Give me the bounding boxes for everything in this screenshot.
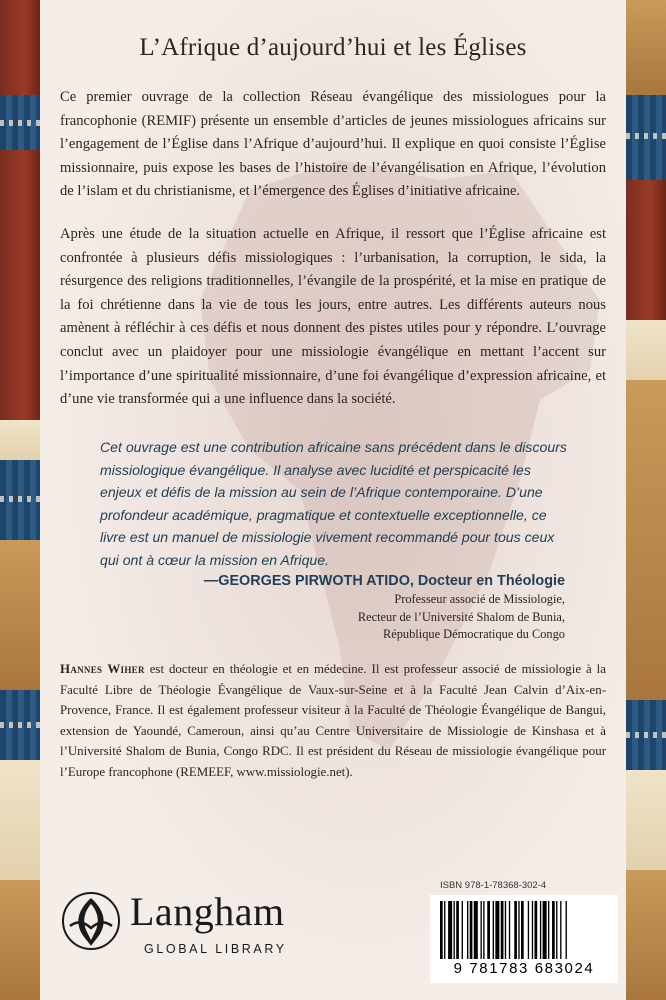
author-bio — [60, 659, 606, 783]
barcode-bar — [501, 901, 504, 959]
barcode-bar — [454, 901, 455, 959]
barcode-bar — [552, 901, 555, 959]
barcode-bar — [462, 901, 463, 959]
endorser-role-1: Professeur associé de Missiologie, — [394, 592, 565, 606]
barcode-bar — [532, 901, 533, 959]
barcode-bar — [514, 901, 517, 959]
endorser-name: —GEORGES PIRWOTH ATIDO, Docteur en Théologie — [203, 573, 565, 589]
langham-emblem-icon — [60, 890, 122, 952]
right-textile-border — [626, 0, 666, 1000]
barcode-bar — [556, 901, 557, 959]
barcode-bar — [483, 901, 484, 959]
endorser-role-2: Recteur de l’Université Shalom de Bunia, — [357, 609, 565, 624]
barcode-bar — [493, 901, 494, 959]
barcode-bar — [481, 901, 482, 959]
barcode-bar — [470, 901, 473, 959]
description-paragraph-1: Ce premier ouvrage de la collection Réseau évangélique des missiologues pour la francophonie (REMIF) présente un ensemble d’articles de jeunes missiologues africains sur l’engagement de l’Église dans l’Afrique d’aujourd’hui. Il explique en quoi consiste l’Église missionnaire, puis expose les bases de l’histoire de l’évangélisation en Afrique, l’évolution de l’islam et du christianisme, et l’émergence des Églises d’initiative africaine. — [60, 89, 606, 200]
isbn-barcode — [430, 895, 618, 983]
cover-title: L’Afrique d’aujourd’hui et les Églises — [139, 34, 527, 61]
barcode-bar — [505, 901, 506, 959]
barcode-bar — [521, 901, 524, 959]
publisher-subtitle: GLOBAL LIBRARY — [144, 942, 287, 956]
barcode-bar — [448, 901, 452, 959]
barcode-bar — [560, 901, 561, 959]
endorser-role-3: République Démocratique du Congo — [382, 627, 565, 642]
publisher-name: Langham — [130, 889, 285, 934]
barcode-bar — [467, 901, 468, 959]
author-name: Hannes Wiher — [60, 662, 145, 676]
barcode-bar — [474, 901, 478, 959]
left-textile-border — [0, 0, 40, 1000]
description-paragraph-2: Après une étude de la situation actuelle en Afrique, il ressort que l’Église africaine est confrontée à plusieurs défis missiologiques : l’urbanisation, la corruption, le sida, la résurgence des religions traditionnelles, l’évangile de la prospérité, et la mise en pratique de la foi chrétienne dans la vie de tous les jours, entre autres. Les différents auteurs nous amènent à réfléchir à ces défis et nous donnent des pistes utiles pour y répondre. L’ouvrage conclut avec un plaidoyer pour une missiologie évangélique en mettant l’accent sur l’importance d’une spiritualité missionnaire, d’une foi évangélique d’expression africaine, et d’une vie transformée qui a une influence dans la société. — [60, 226, 606, 408]
barcode-bar — [528, 901, 529, 959]
back-cover-panel — [40, 0, 626, 1000]
author-bio-text: est docteur en théologie et en médecine. Il est professeur associé de missiologie à la Faculté Libre de Théologie Évangélique de Vaux-sur-Seine et à la Faculté Jean Calvin d’Aix-en-Provence, France. Il est également professeur visiteur à la Faculté de Théologie Évangélique de Bangui, extension de Yaoundé, Cameroun, ainsi qu’au Centre Universitaire de Missiologie de Kinshasa et à l’Université Shalom de Bunia, Congo RDC. Il est président du Réseau de missiologie évangélique pour l’Europe francophone (REMEEF, www.missiologie.net). — [60, 662, 606, 779]
barcode-bar — [540, 901, 541, 959]
barcode-bar — [487, 901, 490, 959]
barcode-bar — [566, 901, 567, 959]
barcode-bar — [548, 901, 549, 959]
endorsement-quote: Cet ouvrage est une contribution africaine sans précédent dans le discours missiologique évangélique. Il analyse avec lucidité et perspicacité les enjeux et défis de la mission au sein de l’Afrique contemporaine. D’une profondeur académique, pragmatique et contextuelle exceptionnelle, ce livre est un manuel de missiologie vivement recommandé pour tous ceux qui ont à cœur la mission en Afrique. — [100, 439, 567, 568]
barcode-bars — [438, 901, 610, 959]
barcode-bar — [543, 901, 547, 959]
barcode-bar — [495, 901, 499, 959]
barcode-bar — [509, 901, 510, 959]
endorsement-attribution — [204, 571, 565, 644]
barcode-bar — [535, 901, 538, 959]
publisher-logo — [60, 888, 340, 968]
barcode-bar — [518, 901, 519, 959]
barcode-digits: 9 781783 683024 — [453, 960, 595, 977]
isbn-label: ISBN 978-1-78368-302-4 — [440, 880, 547, 891]
barcode-bar — [456, 901, 459, 959]
barcode-bar — [444, 901, 445, 959]
barcode-bar — [440, 901, 443, 959]
